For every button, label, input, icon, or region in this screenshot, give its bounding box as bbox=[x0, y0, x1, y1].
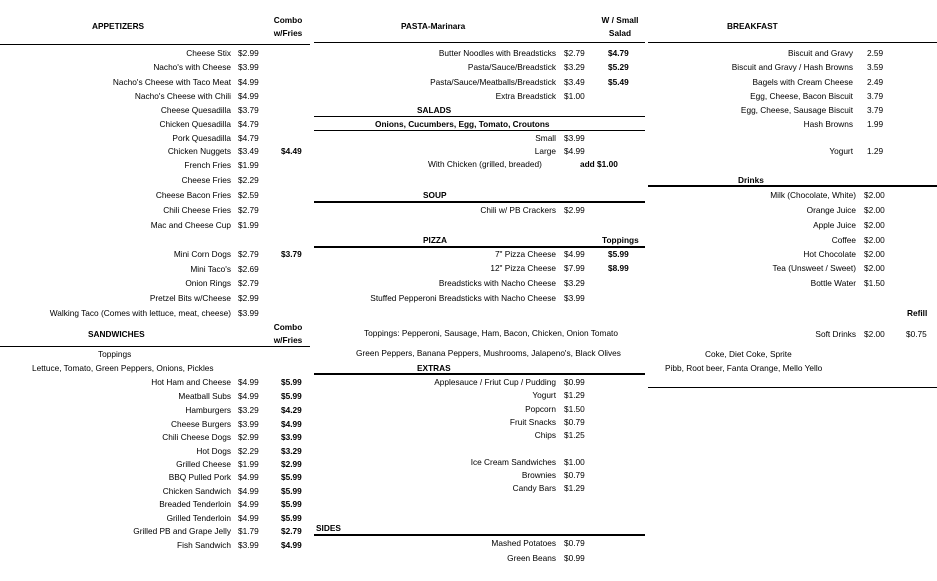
appetizers-item-price: $2.99 bbox=[238, 293, 259, 303]
pasta-item-salad: $4.79 bbox=[608, 48, 629, 58]
appetizers-item-price: $1.99 bbox=[238, 160, 259, 170]
sandwiches-item-price: $4.99 bbox=[238, 486, 259, 496]
pizza-item-price: $3.99 bbox=[564, 293, 585, 303]
drinks-item-name: Bottle Water bbox=[810, 278, 856, 288]
appetizers-item-price: $3.49 bbox=[238, 146, 259, 156]
drinks-item-name: Coffee bbox=[831, 235, 856, 245]
pizza-rule bbox=[314, 246, 645, 248]
drinks-item-name: Apple Juice bbox=[813, 220, 856, 230]
appetizers-item-price: $2.59 bbox=[238, 190, 259, 200]
drinks-item-name: Orange Juice bbox=[806, 205, 856, 215]
appetizers-item-name: Mac and Cheese Cup bbox=[150, 220, 231, 230]
pizza-toppings-line2: Green Peppers, Banana Peppers, Mushrooms, Jalapeno's, Black Olives bbox=[356, 348, 621, 358]
sandwiches-item-combo: $5.99 bbox=[281, 377, 302, 387]
drinks-item-name: Hot Chocolate bbox=[803, 249, 856, 259]
pasta-item-salad: $5.49 bbox=[608, 77, 629, 87]
pizza-item-price: $4.99 bbox=[564, 249, 585, 259]
drinks-item-name: Tea (Unsweet / Sweet) bbox=[772, 263, 856, 273]
sides-title: SIDES bbox=[316, 523, 341, 533]
appetizers-item-name: Cheese Stix bbox=[186, 48, 231, 58]
appetizers-item-name: Cheese Quesadilla bbox=[160, 105, 231, 115]
drinks-item-price: $2.00 bbox=[864, 220, 885, 230]
appetizers-item-price: $4.79 bbox=[238, 119, 259, 129]
salads-subtitle: Onions, Cucumbers, Egg, Tomato, Croutons bbox=[375, 119, 550, 129]
drinks-bottom-rule bbox=[648, 387, 937, 388]
pasta-salad-header-2: Salad bbox=[608, 28, 632, 38]
appetizers-item-price: $2.79 bbox=[238, 249, 259, 259]
breakfast-item-name: Yogurt bbox=[829, 146, 853, 156]
pasta-rule bbox=[314, 42, 645, 43]
extras-item-name: Popcorn bbox=[525, 404, 556, 414]
soda-line2: Pibb, Root beer, Fanta Orange, Mello Yello bbox=[665, 363, 823, 373]
appetizers-item-name: Chicken Nuggets bbox=[167, 146, 231, 156]
pasta-item-name: Butter Noodles with Breadsticks bbox=[438, 48, 556, 58]
sandwiches-item-price: $1.79 bbox=[238, 526, 259, 536]
extras-item-name: Candy Bars bbox=[512, 483, 556, 493]
extras-item-price: $1.29 bbox=[564, 390, 585, 400]
sandwiches-item-price: $2.29 bbox=[238, 446, 259, 456]
appetizers-item-name: Nacho's Cheese with Chili bbox=[134, 91, 231, 101]
appetizers-item-name: Chicken Quesadilla bbox=[159, 119, 231, 129]
sandwiches-item-name: Meatball Subs bbox=[178, 391, 231, 401]
sandwiches-item-combo: $2.79 bbox=[281, 526, 302, 536]
pasta-item-price: $3.49 bbox=[564, 77, 585, 87]
drinks-rule bbox=[648, 185, 937, 187]
extras-item-price: $0.99 bbox=[564, 377, 585, 387]
soup-item-price: $2.99 bbox=[564, 205, 585, 215]
drinks-item-price: $2.00 bbox=[864, 263, 885, 273]
pasta-title: PASTA-Marinara bbox=[401, 21, 466, 31]
extras-rule bbox=[314, 373, 645, 375]
sandwiches-combo-header-2: w/Fries bbox=[273, 335, 303, 345]
sandwiches-item-price: $4.99 bbox=[238, 391, 259, 401]
drinks-title: Drinks bbox=[738, 175, 764, 185]
sides-item-price: $0.79 bbox=[564, 538, 585, 548]
extras-item-price: $1.00 bbox=[564, 457, 585, 467]
extras-item-name: Ice Cream Sandwiches bbox=[470, 457, 556, 467]
appetizers-item-name: Mini Taco's bbox=[190, 264, 231, 274]
sandwiches-item-name: Grilled Tenderloin bbox=[166, 513, 231, 523]
sides-item-name: Green Beans bbox=[507, 553, 556, 563]
appetizers-item-price: $2.79 bbox=[238, 278, 259, 288]
breakfast-item-price: 2.59 bbox=[867, 48, 884, 58]
pasta-item-name: Extra Breadstick bbox=[495, 91, 556, 101]
appetizers-item-price: $2.69 bbox=[238, 264, 259, 274]
extras-item-price: $0.79 bbox=[564, 470, 585, 480]
sandwiches-item-name: Grilled PB and Grape Jelly bbox=[133, 526, 231, 536]
soda-line1: Coke, Diet Coke, Sprite bbox=[705, 349, 792, 359]
sandwiches-item-combo: $5.99 bbox=[281, 513, 302, 523]
extras-title: EXTRAS bbox=[417, 363, 451, 373]
extras-item-name: Yogurt bbox=[532, 390, 556, 400]
pasta-item-name: Pasta/Sauce/Meatballs/Breadstick bbox=[430, 77, 556, 87]
pizza-title: PIZZA bbox=[423, 235, 447, 245]
sandwiches-item-price: $4.99 bbox=[238, 377, 259, 387]
pasta-item-name: Pasta/Sauce/Breadstick bbox=[467, 62, 556, 72]
appetizers-item-combo: $3.79 bbox=[281, 249, 302, 259]
drinks-refill-header: Refill bbox=[907, 308, 928, 318]
sandwiches-item-name: Breaded Tenderloin bbox=[159, 499, 231, 509]
sandwiches-item-combo: $5.99 bbox=[281, 486, 302, 496]
extras-item-price: $0.79 bbox=[564, 417, 585, 427]
appetizers-item-name: Nacho's Cheese with Taco Meat bbox=[112, 77, 231, 87]
breakfast-item-price: 3.59 bbox=[867, 62, 884, 72]
appetizers-item-price: $4.99 bbox=[238, 77, 259, 87]
breakfast-item-name: Egg, Cheese, Sausage Biscuit bbox=[740, 105, 853, 115]
appetizers-item-name: Onion Rings bbox=[185, 278, 231, 288]
appetizers-item-name: Nacho's with Cheese bbox=[153, 62, 231, 72]
pizza-item-price: $7.99 bbox=[564, 263, 585, 273]
breakfast-item-name: Egg, Cheese, Bacon Biscuit bbox=[750, 91, 853, 101]
extras-item-name: Chips bbox=[534, 430, 556, 440]
breakfast-title: BREAKFAST bbox=[727, 21, 778, 31]
sides-item-name: Mashed Potatoes bbox=[491, 538, 556, 548]
appetizers-item-price: $3.79 bbox=[238, 105, 259, 115]
sandwiches-item-name: Fish Sandwich bbox=[177, 540, 231, 550]
drinks-item-price: $2.00 bbox=[864, 205, 885, 215]
sandwiches-item-name: Chicken Sandwich bbox=[162, 486, 231, 496]
drinks-item-price: $2.00 bbox=[864, 249, 885, 259]
pizza-item-name: 12" Pizza Cheese bbox=[490, 263, 556, 273]
appetizers-item-price: $4.79 bbox=[238, 133, 259, 143]
sandwiches-item-combo: $5.99 bbox=[281, 391, 302, 401]
appetizers-item-name: Pork Quesadilla bbox=[172, 133, 231, 143]
sandwiches-item-combo: $5.99 bbox=[281, 499, 302, 509]
sandwiches-item-combo: $2.99 bbox=[281, 459, 302, 469]
sandwiches-item-name: Hot Ham and Cheese bbox=[151, 377, 231, 387]
salads-chicken-label: With Chicken (grilled, breaded) bbox=[428, 159, 542, 169]
sandwiches-item-price: $2.99 bbox=[238, 432, 259, 442]
pasta-item-price: $2.79 bbox=[564, 48, 585, 58]
extras-item-name: Fruit Snacks bbox=[509, 417, 556, 427]
appetizers-item-name: Pretzel Bits w/Cheese bbox=[149, 293, 231, 303]
appetizers-item-name: Walking Taco (Comes with lettuce, meat, cheese) bbox=[49, 308, 231, 318]
appetizers-title: APPETIZERS bbox=[92, 21, 145, 31]
sandwiches-item-name: BBQ Pulled Pork bbox=[168, 472, 231, 482]
extras-item-price: $1.50 bbox=[564, 404, 585, 414]
sides-item-price: $0.99 bbox=[564, 553, 585, 563]
sandwiches-item-price: $4.99 bbox=[238, 499, 259, 509]
extras-item-price: $1.25 bbox=[564, 430, 585, 440]
appetizers-item-price: $3.99 bbox=[238, 62, 259, 72]
sandwiches-combo-header-1: Combo bbox=[273, 322, 303, 332]
salads-item-price: $3.99 bbox=[564, 133, 585, 143]
soup-rule bbox=[314, 201, 645, 203]
soup-item-name: Chili w/ PB Crackers bbox=[480, 205, 556, 215]
pizza-item-name: Stuffed Pepperoni Breadsticks with Nacho Cheese bbox=[370, 293, 556, 303]
pasta-item-price: $3.29 bbox=[564, 62, 585, 72]
breakfast-item-name: Biscuit and Gravy bbox=[787, 48, 853, 58]
salads-rule-top bbox=[314, 116, 645, 117]
breakfast-item-name: Bagels with Cream Cheese bbox=[752, 77, 853, 87]
breakfast-item-name: Biscuit and Gravy / Hash Browns bbox=[731, 62, 853, 72]
pasta-item-price: $1.00 bbox=[564, 91, 585, 101]
appetizers-combo-header-1: Combo bbox=[273, 15, 303, 25]
pizza-toppings-header: Toppings bbox=[602, 235, 639, 245]
sides-rule bbox=[314, 534, 645, 536]
breakfast-item-name: Hash Browns bbox=[803, 119, 853, 129]
appetizers-item-name: Cheese Bacon Fries bbox=[155, 190, 231, 200]
appetizers-item-price: $4.99 bbox=[238, 91, 259, 101]
sandwiches-item-combo: $4.29 bbox=[281, 405, 302, 415]
salads-item-name: Large bbox=[534, 146, 556, 156]
extras-item-name: Applesauce / Friut Cup / Pudding bbox=[434, 377, 556, 387]
drinks-item-price: $2.00 bbox=[864, 235, 885, 245]
drinks-item-price: $2.00 bbox=[864, 190, 885, 200]
pasta-item-salad: $5.29 bbox=[608, 62, 629, 72]
pizza-item-name: 7" Pizza Cheese bbox=[494, 249, 556, 259]
salads-item-price: $4.99 bbox=[564, 146, 585, 156]
appetizers-item-price: $2.79 bbox=[238, 205, 259, 215]
breakfast-rule bbox=[648, 42, 937, 43]
pizza-toppings-line1: Toppings: Pepperoni, Sausage, Ham, Bacon, Chicken, Onion Tomato bbox=[364, 328, 618, 338]
breakfast-item-price: 1.99 bbox=[867, 119, 884, 129]
sandwiches-item-name: Hot Dogs bbox=[196, 446, 231, 456]
sandwiches-item-combo: $5.99 bbox=[281, 472, 302, 482]
extras-item-name: Brownies bbox=[521, 470, 556, 480]
salads-title: SALADS bbox=[417, 105, 452, 115]
breakfast-item-price: 1.29 bbox=[867, 146, 884, 156]
appetizers-item-price: $2.99 bbox=[238, 48, 259, 58]
pizza-item-price: $3.29 bbox=[564, 278, 585, 288]
breakfast-item-price: 3.79 bbox=[867, 105, 884, 115]
soup-title: SOUP bbox=[423, 190, 447, 200]
soft-drinks-name: Soft Drinks bbox=[815, 329, 856, 339]
sandwiches-item-price: $1.99 bbox=[238, 459, 259, 469]
appetizers-item-combo: $4.49 bbox=[281, 146, 302, 156]
soft-drinks-refill: $0.75 bbox=[906, 329, 927, 339]
appetizers-item-price: $2.29 bbox=[238, 175, 259, 185]
sandwiches-item-price: $4.99 bbox=[238, 472, 259, 482]
salads-chicken-price: add $1.00 bbox=[580, 159, 618, 169]
pizza-item-toppings: $5.99 bbox=[608, 249, 629, 259]
sandwiches-item-price: $3.29 bbox=[238, 405, 259, 415]
appetizers-item-name: French Fries bbox=[184, 160, 231, 170]
sandwiches-title: SANDWICHES bbox=[88, 329, 145, 339]
drinks-item-price: $1.50 bbox=[864, 278, 885, 288]
sandwiches-item-name: Cheese Burgers bbox=[171, 419, 231, 429]
appetizers-item-price: $3.99 bbox=[238, 308, 259, 318]
appetizers-item-price: $1.99 bbox=[238, 220, 259, 230]
sandwiches-item-name: Hamburgers bbox=[185, 405, 231, 415]
appetizers-combo-header-2: w/Fries bbox=[273, 28, 303, 38]
sandwiches-item-price: $3.99 bbox=[238, 540, 259, 550]
sandwiches-item-combo: $4.99 bbox=[281, 540, 302, 550]
salads-rule-bottom bbox=[314, 130, 645, 131]
sandwiches-rule bbox=[0, 346, 310, 347]
sandwiches-toppings-list: Lettuce, Tomato, Green Peppers, Onions, Pickles bbox=[32, 363, 214, 373]
sandwiches-item-name: Grilled Cheese bbox=[176, 459, 231, 469]
sandwiches-item-combo: $3.29 bbox=[281, 446, 302, 456]
appetizers-rule bbox=[0, 44, 310, 45]
soft-drinks-price: $2.00 bbox=[864, 329, 885, 339]
salads-item-name: Small bbox=[535, 133, 556, 143]
breakfast-item-price: 2.49 bbox=[867, 77, 884, 87]
pasta-salad-header-1: W / Small bbox=[601, 15, 639, 25]
extras-item-price: $1.29 bbox=[564, 483, 585, 493]
pizza-item-name: Breadsticks with Nacho Cheese bbox=[438, 278, 556, 288]
appetizers-item-name: Chili Cheese Fries bbox=[163, 205, 231, 215]
appetizers-item-name: Cheese Fries bbox=[181, 175, 231, 185]
sandwiches-item-price: $4.99 bbox=[238, 513, 259, 523]
sandwiches-toppings-label: Toppings bbox=[98, 349, 132, 359]
sandwiches-item-name: Chili Cheese Dogs bbox=[162, 432, 231, 442]
sandwiches-item-price: $3.99 bbox=[238, 419, 259, 429]
breakfast-item-price: 3.79 bbox=[867, 91, 884, 101]
pizza-item-toppings: $8.99 bbox=[608, 263, 629, 273]
sandwiches-item-combo: $3.99 bbox=[281, 432, 302, 442]
sandwiches-item-combo: $4.99 bbox=[281, 419, 302, 429]
drinks-item-name: Milk (Chocolate, White) bbox=[770, 190, 856, 200]
appetizers-item-name: Mini Corn Dogs bbox=[173, 249, 231, 259]
